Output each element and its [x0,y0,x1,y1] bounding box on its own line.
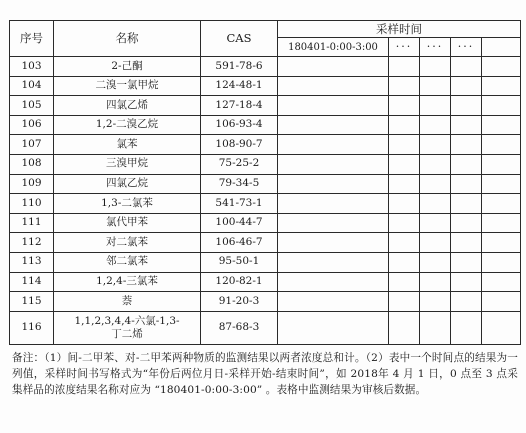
table-row [10,135,521,155]
cell-name: 四氯乙烯 [54,96,201,116]
cell-name: 氯苯 [54,135,201,155]
cell-name: 氯代甲苯 [54,213,201,233]
table-row [10,76,521,96]
cell-value-empty [482,272,521,292]
cell-name: 1,2,4-三氯苯 [54,272,201,292]
cell-seq: 105 [10,96,54,116]
cell-value-empty [451,174,482,194]
cell-value-empty [482,115,521,135]
cell-name: 1,3-二氯苯 [54,194,201,214]
cell-seq: 107 [10,135,54,155]
cell-value-empty [482,292,521,312]
cell-value-empty [278,233,389,253]
cell-value-empty [278,174,389,194]
cell-value-empty [278,311,389,344]
table-row [10,292,521,312]
cell-value-empty [451,292,482,312]
cell-value-empty [420,292,451,312]
cell-value-empty [482,194,521,214]
cell-value-empty [389,233,420,253]
cell-cas: 75-25-2 [201,154,278,174]
cell-value-empty [389,135,420,155]
cell-seq: 109 [10,174,54,194]
cell-value-empty [278,252,389,272]
cell-seq: 114 [10,272,54,292]
header-time-ellipsis: ··· [389,38,420,57]
cell-name: 邻二氯苯 [54,252,201,272]
cell-value-empty [278,96,389,116]
cell-value-empty [389,115,420,135]
header-sampling-time: 采样时间 [278,21,521,38]
cell-name: 二溴一氯甲烷 [54,76,201,96]
cell-value-empty [420,57,451,77]
table-row [10,154,521,174]
table-row [10,272,521,292]
cell-value-empty [451,154,482,174]
table-row [10,174,521,194]
cell-value-empty [451,233,482,253]
cell-cas: 95-50-1 [201,252,278,272]
table-row [10,96,521,116]
cell-cas: 91-20-3 [201,292,278,312]
cell-cas: 106-46-7 [201,233,278,253]
table-row [10,233,521,253]
cell-value-empty [389,57,420,77]
cell-value-empty [420,76,451,96]
cell-seq: 116 [10,311,54,344]
cell-seq: 104 [10,76,54,96]
cell-cas: 79-34-5 [201,174,278,194]
cell-value-empty [451,194,482,214]
cell-name: 四氯乙烷 [54,174,201,194]
cell-value-empty [420,233,451,253]
table-row [10,252,521,272]
cell-value-empty [420,272,451,292]
cell-seq: 112 [10,233,54,253]
header-seq: 序号 [10,21,54,57]
header-cas: CAS [201,21,278,57]
cell-value-empty [482,96,521,116]
footnote: 备注：（1）间-二甲苯、对-二甲苯两种物质的监测结果以两者浓度总和计。（2）表中一个时间点的结果为一列值，采样时间书写格式为“年份后两位月日-采样开始-结束时间”，如 2018年 4 月 1 日，0 点至 3 点采集样品的浓度结果名称对应为 “180401-0:00-3:00” 。表格中监测结果为审核后数据。 [12,352,518,396]
cell-value-empty [451,213,482,233]
cell-value-empty [451,76,482,96]
cell-cas: 108-90-7 [201,135,278,155]
cell-cas: 124-48-1 [201,76,278,96]
cell-value-empty [420,194,451,214]
cell-value-empty [451,96,482,116]
cell-value-empty [278,135,389,155]
cell-name: 萘 [54,292,201,312]
cell-value-empty [482,311,521,344]
cell-value-empty [482,233,521,253]
cell-seq: 106 [10,115,54,135]
cell-cas: 100-44-7 [201,213,278,233]
cell-value-empty [482,252,521,272]
table-row [10,311,521,344]
cell-seq: 113 [10,252,54,272]
cell-value-empty [389,311,420,344]
cell-value-empty [420,311,451,344]
cell-value-empty [420,115,451,135]
table-row [10,115,521,135]
cell-value-empty [278,292,389,312]
cell-value-empty [420,252,451,272]
cell-cas: 106-93-4 [201,115,278,135]
cell-name: 2-己酮 [54,57,201,77]
cell-value-empty [389,292,420,312]
header-time-ellipsis: ··· [451,38,482,57]
cell-value-empty [420,135,451,155]
cell-cas: 127-18-4 [201,96,278,116]
monitoring-table [9,20,521,345]
header-name: 名称 [54,21,201,57]
table-body [10,57,521,345]
cell-value-empty [278,57,389,77]
cell-value-empty [278,115,389,135]
cell-value-empty [389,194,420,214]
cell-value-empty [389,76,420,96]
cell-value-empty [389,154,420,174]
cell-value-empty [389,272,420,292]
cell-cas: 87-68-3 [201,311,278,344]
cell-value-empty [451,115,482,135]
cell-value-empty [451,311,482,344]
cell-cas: 541-73-1 [201,194,278,214]
cell-value-empty [420,96,451,116]
table-row [10,213,521,233]
cell-name: 1,2-二溴乙烷 [54,115,201,135]
cell-value-empty [482,213,521,233]
cell-value-empty [389,174,420,194]
cell-value-empty [389,252,420,272]
cell-value-empty [420,174,451,194]
table-row [10,57,521,77]
cell-value-empty [278,272,389,292]
cell-value-empty [389,96,420,116]
cell-value-empty [451,135,482,155]
cell-seq: 111 [10,213,54,233]
cell-name: 1,1,2,3,4,4-六氯-1,3-丁二烯 [54,311,201,344]
cell-cas: 591-78-6 [201,57,278,77]
cell-value-empty [420,213,451,233]
cell-seq: 115 [10,292,54,312]
cell-value-empty [451,57,482,77]
cell-value-empty [278,154,389,174]
cell-seq: 103 [10,57,54,77]
header-time-blank [482,38,521,57]
cell-value-empty [278,76,389,96]
cell-value-empty [482,57,521,77]
cell-seq: 110 [10,194,54,214]
cell-value-empty [451,252,482,272]
cell-name: 对二氯苯 [54,233,201,253]
cell-value-empty [482,154,521,174]
cell-seq: 108 [10,154,54,174]
cell-value-empty [389,213,420,233]
cell-value-empty [420,154,451,174]
cell-value-empty [482,135,521,155]
header-time-first: 180401-0:00-3:00 [278,38,389,57]
header-time-ellipsis: ··· [420,38,451,57]
cell-value-empty [482,76,521,96]
cell-cas: 120-82-1 [201,272,278,292]
cell-value-empty [451,272,482,292]
cell-name: 三溴甲烷 [54,154,201,174]
cell-value-empty [278,194,389,214]
cell-value-empty [482,174,521,194]
cell-value-empty [278,213,389,233]
table-row [10,194,521,214]
